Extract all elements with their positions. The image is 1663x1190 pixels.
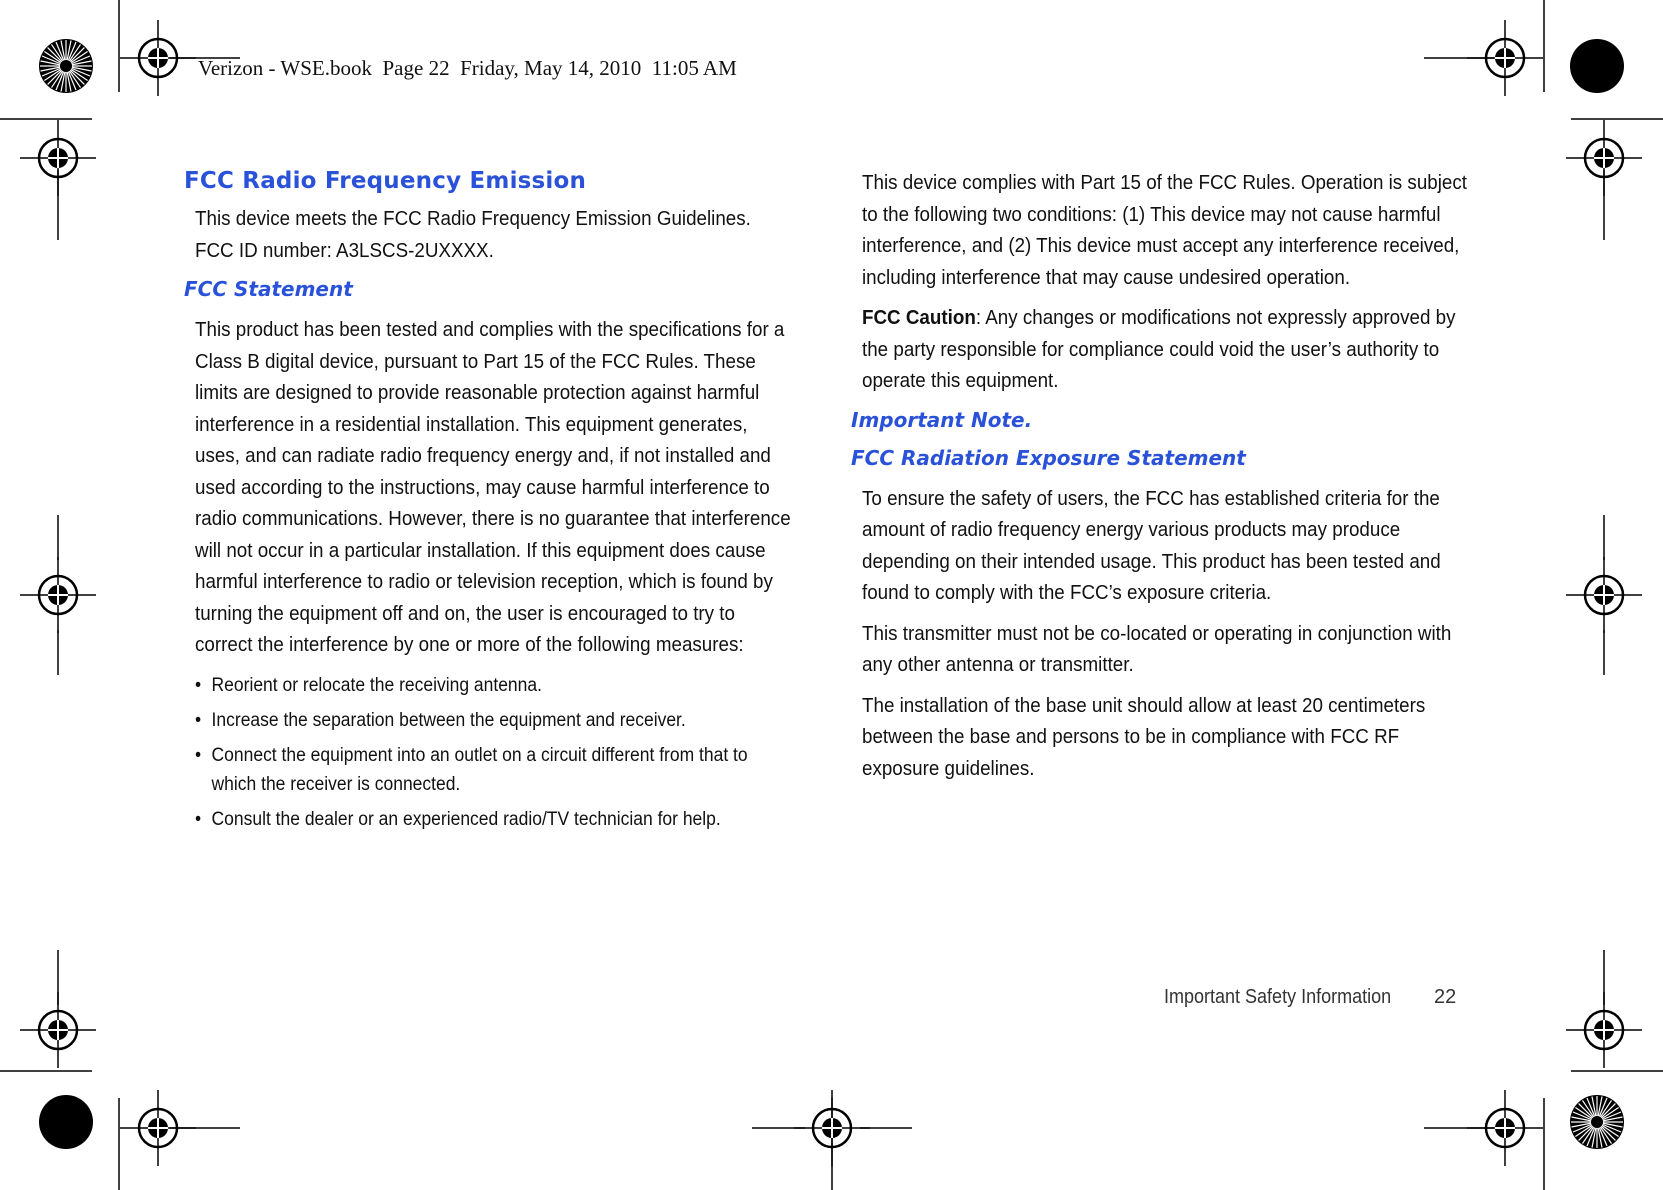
list-item	[195, 741, 784, 799]
transmitter-colocation-paragraph: This transmitter must not be co-located or operating in conjunction with any other antenna or transmitter.	[862, 622, 1452, 676]
list-item-text: Consult the dealer or an experienced radio/TV technician for help.	[211, 808, 721, 830]
registration-target-upper-left	[20, 120, 96, 196]
bullet-icon: •	[195, 709, 202, 731]
bullet-icon: •	[195, 744, 202, 766]
registration-target-bottom-right	[1467, 1090, 1543, 1166]
list-item-text: Reorient or relocate the receiving antenna.	[211, 674, 542, 696]
book-slug-line: Verizon - WSE.book Page 22 Friday, May 14, 2010 11:05 AM	[198, 56, 737, 80]
list-item	[195, 805, 784, 834]
heading-fcc-radiation-exposure: FCC Radiation Exposure Statement	[851, 445, 1246, 470]
interference-measures-list	[195, 671, 835, 834]
registration-target-bottom-left	[120, 1090, 196, 1166]
list-item	[195, 671, 784, 700]
registration-target-lower-left	[20, 992, 96, 1068]
intro-paragraph	[195, 204, 797, 267]
intro-line-fcc-id: FCC ID number: A3LSCS-2UXXXX.	[195, 239, 494, 262]
solid-dot-mark-bottom-left	[39, 1095, 93, 1149]
starburst-mark-top-left	[39, 39, 93, 93]
registration-target-mid-right	[1566, 557, 1642, 633]
heading-fcc-statement: FCC Statement	[184, 277, 353, 301]
part15-compliance-paragraph: This device complies with Part 15 of the FCC Rules. Operation is subject to the following two conditions: (1) This device may not cause harmful interference, and (2) This device must accept any interference received, including interference that may cause undesired operation.	[862, 172, 1467, 289]
solid-dot-mark-top-right	[1570, 39, 1624, 93]
list-item-text: Connect the equipment into an outlet on a circuit different from that to which the receiver is connected.	[211, 744, 748, 795]
registration-target-bottom-center	[794, 1090, 870, 1166]
fcc-statement-paragraph: This product has been tested and complies with the specifications for a Class B digital device, pursuant to Part 15 of the FCC Rules. These limits are designed to provide reasonable protection against harmful interference in a residential installation. This equipment generates, uses, and can radiate radio frequency energy and, if not installed and used according to the instructions, may cause harmful interference to radio communications. However, there is no guarantee that interference will not occur in a particular installation. If this equipment does cause harmful interference to radio or television reception, which is found by turning the equipment off and on, the user is encouraged to try to correct the interference by one or more of the following measures:	[195, 319, 791, 656]
fcc-caution-label: FCC Caution	[862, 307, 976, 329]
list-item	[195, 706, 784, 735]
fcc-caution-paragraph	[862, 303, 1473, 398]
bullet-icon: •	[195, 674, 202, 696]
left-column	[184, 168, 794, 840]
heading-important-note: Important Note.	[851, 407, 1033, 432]
footer-page-number: 22	[1434, 986, 1457, 1008]
registration-target-mid-left	[20, 557, 96, 633]
base-unit-distance-paragraph: The installation of the base unit should allow at least 20 centimeters between the base and persons to be in compliance with FCC RF exposure guidelines.	[862, 694, 1426, 780]
registration-target-top-right	[1467, 20, 1543, 96]
registration-target-lower-right	[1566, 992, 1642, 1068]
registration-target-top-left	[120, 20, 196, 96]
heading-fcc-radio-frequency-emission: FCC Radio Frequency Emission	[184, 168, 587, 194]
registration-target-upper-right	[1566, 120, 1642, 196]
radiation-safety-paragraph: To ensure the safety of users, the FCC has established criteria for the amount of radio frequency energy various products may produce depending on their intended usage. This product has been tested and found to comply with the FCC’s exposure criteria.	[862, 487, 1441, 604]
right-column	[851, 168, 1471, 794]
intro-line-guidelines: This device meets the FCC Radio Frequency Emission Guidelines.	[195, 208, 751, 230]
starburst-mark-bottom-right	[1570, 1095, 1624, 1149]
bullet-icon: •	[195, 808, 202, 830]
fcc-caution-text: : Any changes or modifications not expressly approved by the party responsible for compliance could void the user’s authority to operate this equipment.	[862, 307, 1456, 392]
footer-section-title: Important Safety Information	[1164, 986, 1392, 1008]
list-item-text: Increase the separation between the equipment and receiver.	[211, 709, 686, 731]
